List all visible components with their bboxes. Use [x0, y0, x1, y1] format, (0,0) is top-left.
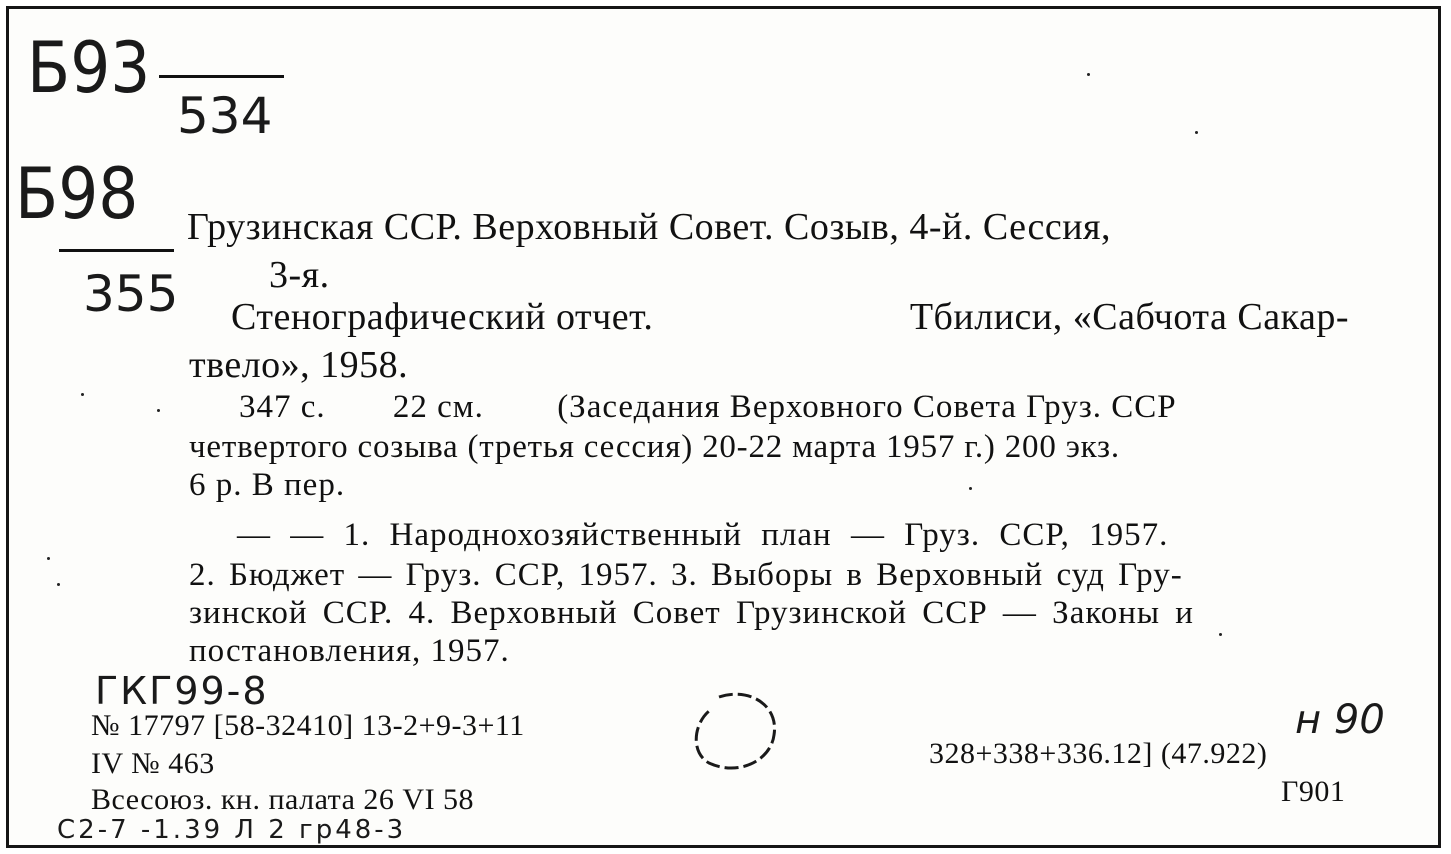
stamp-oval-icon — [679, 685, 799, 785]
scan-speck — [1195, 131, 1198, 134]
scan-speck — [157, 409, 160, 412]
handwritten-bottom-note: С2-7 -1.39 Л 2 гр48-3 — [57, 815, 407, 845]
classification-code: Г901 — [1281, 775, 1346, 808]
entry-heading-line-1: Грузинская ССР. Верховный Совет. Созыв, 4-й. Сессия, — [187, 206, 1112, 248]
entry-title-line-1 — [231, 295, 1349, 339]
catalog-card — [6, 6, 1441, 848]
shelfmark-2-divider — [59, 249, 174, 252]
entry-heading-line-2: 3-я. — [269, 254, 330, 296]
entry-description-line-1 — [239, 389, 1349, 426]
entry-imprint: Тбилиси, «Сабчота Сакар- — [909, 296, 1349, 338]
publisher-line: Всесоюз. кн. палата 26 VI 58 — [91, 783, 475, 816]
scan-speck — [57, 583, 60, 586]
shelfmark-2-bottom: 355 — [83, 265, 179, 323]
record-number: № 17797 [58-32410] 13-2+9-3+11 — [91, 709, 525, 742]
entry-description-line-3: 6 р. В пер. — [189, 467, 346, 503]
subjects-line-2: 2. Бюджет — Груз. ССР, 1957. 3. Выборы в Верховный суд Гру- — [189, 557, 1183, 593]
shelfmark-2-top: Б98 — [15, 153, 139, 235]
entry-title-line-2: твело», 1958. — [189, 344, 409, 386]
handwritten-code: ГКГ99-8 — [95, 669, 269, 713]
scan-speck — [1219, 633, 1222, 636]
series-number: IV № 463 — [91, 747, 215, 780]
entry-description-line-2: четвертого созыва (третья сессия) 20-22 марта 1957 г.) 200 экз. — [189, 429, 1120, 465]
subjects-line-1: — — 1. Народнохозяйственный план — Груз. ССР, 1957. — [237, 517, 1169, 553]
entry-pages: 347 с. — [239, 389, 326, 425]
shelfmark-1-divider — [159, 75, 284, 78]
handwritten-right-mark: н 90 — [1295, 697, 1385, 743]
scan-speck — [1087, 73, 1090, 76]
scan-speck — [47, 557, 50, 560]
shelfmark-1-top: Б93 — [27, 27, 151, 109]
entry-title: Стенографический отчет. — [231, 296, 654, 338]
scan-speck — [969, 487, 972, 490]
subjects-line-3: зинской ССР. 4. Верховный Совет Грузинской ССР — Законы и — [189, 595, 1194, 631]
entry-note: (Заседания Верховного Совета Груз. ССР — [557, 389, 1177, 425]
entry-size: 22 см. — [392, 389, 484, 425]
classification-index: 328+338+336.12] (47.922) — [929, 737, 1268, 770]
scan-speck — [81, 393, 84, 396]
shelfmark-1-bottom: 534 — [177, 87, 273, 145]
subjects-line-4: постановления, 1957. — [189, 633, 510, 669]
